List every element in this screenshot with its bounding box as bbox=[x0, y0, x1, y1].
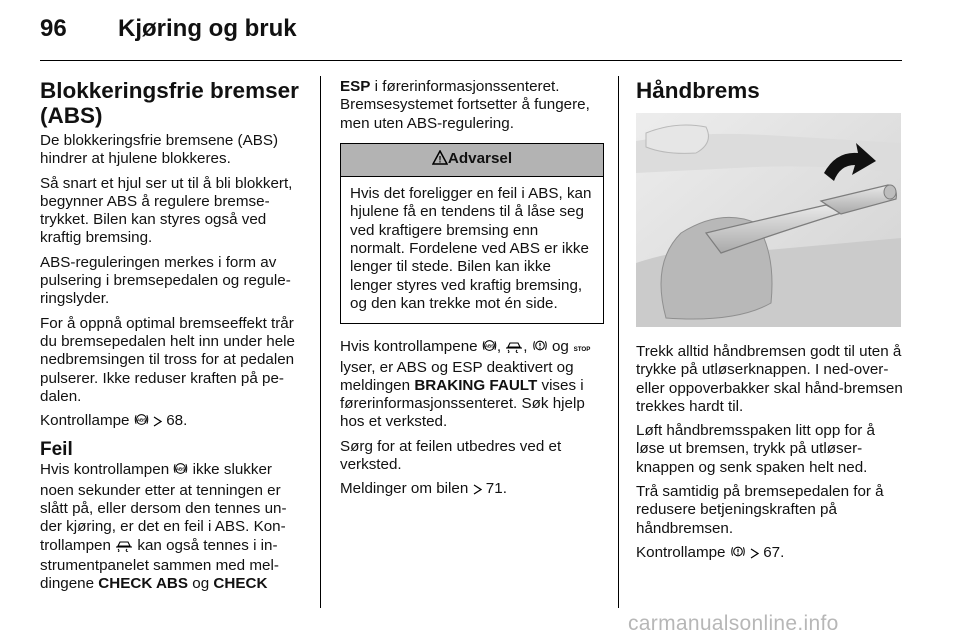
abs-warning-lamp-icon bbox=[173, 461, 188, 481]
svg-text:STOP: STOP bbox=[573, 346, 591, 354]
stop-icon bbox=[573, 340, 591, 358]
warning-header: ! Advarsel bbox=[341, 144, 603, 177]
column-divider-1 bbox=[320, 76, 321, 608]
header-rule bbox=[40, 60, 902, 61]
page-reference-arrow-icon bbox=[153, 414, 162, 432]
esp-skid-icon bbox=[505, 338, 523, 358]
page-number: 96 bbox=[40, 15, 67, 42]
column-divider-2 bbox=[618, 76, 619, 608]
feil-paragraph: Hvis kontrollampen ABS ikke slukker noen sekunder etter at tenningen er slått på, eller dersom den tennes un-der kjøring, er det en feil i ABS. Kon-trollampen kan også tennes i in-strumentpanelet sammen med mel-dingene CHECK ABS og CHECK bbox=[40, 461, 287, 593]
handbrake-lamp-reference: Kontrollampe 67. bbox=[636, 544, 904, 564]
svg-text:ABS: ABS bbox=[484, 343, 494, 349]
lamps-paragraph: Hvis kontrollampene ABS , , og STOP lyser, er ABS og ESP deaktivert og meldingen BRAKING FAULT vises i førerinformasjonssenteret. Søk hjelp hos et verksted. bbox=[340, 338, 591, 431]
column-handbrake bbox=[636, 78, 904, 570]
abs-warning-lamp-icon bbox=[482, 338, 497, 358]
brake-warning-icon bbox=[532, 338, 548, 358]
handbrake-illustration bbox=[636, 113, 901, 327]
svg-text:ABS: ABS bbox=[136, 417, 146, 423]
abs-lamp-reference: Kontrollampe ABS 68. bbox=[40, 412, 306, 432]
esp-skid-icon bbox=[115, 537, 133, 557]
section-title-feil: Feil bbox=[40, 439, 73, 461]
abs-intro: De blokkeringsfrie bremsene (ABS) hindrer at hjulene blokkeres. bbox=[40, 132, 279, 168]
handbrake-paragraph-2: Løft håndbremsspaken litt opp for å løse ut bremsen, trykk på utløser-knappen og senk spaken helt ned. bbox=[636, 422, 875, 476]
column-abs bbox=[40, 78, 306, 600]
repair-paragraph: Sørg for at feilen utbedres ved et verksted. bbox=[340, 437, 562, 474]
watermark: carmanualsonline.info bbox=[628, 612, 839, 635]
column-abs-continued bbox=[340, 78, 604, 507]
chapter-title: Kjøring og bruk bbox=[118, 15, 297, 42]
abs-paragraph-4: For å oppnå optimal bremseeffekt trår du bremsepedalen helt inn under hele nedbremsingen til tross for at pedalen pulserer. Ikke reduser kraften på pe-dalen. bbox=[40, 314, 295, 405]
handbrake-paragraph-3: Trå samtidig på bremsepedalen for å redusere betjeningskraften på håndbremsen. bbox=[636, 483, 884, 537]
warning-triangle-icon bbox=[432, 150, 448, 170]
abs-paragraph-3: ABS-reguleringen merkes i form av pulsering i bremsepedalen og regule-ringslyder. bbox=[40, 253, 291, 308]
page-reference-arrow-icon bbox=[750, 546, 759, 564]
handbrake-paragraph-1: Trekk alltid håndbremsen godt til uten å trykke på utløserknappen. I ned-over- eller oppoverbakker skal hånd-bremsen trekkes hardt til. bbox=[636, 343, 903, 415]
abs-warning-lamp-icon bbox=[134, 412, 149, 432]
abs-paragraph-2: Så snart et hjul ser ut til å bli blokkert, begynner ABS å regulere bremse-trykket. Bilen kan styres også ved kraftig bremsing. bbox=[40, 174, 293, 247]
section-title-abs: Blokkeringsfrie bremser (ABS) bbox=[40, 78, 299, 128]
svg-text:!: ! bbox=[438, 154, 442, 165]
page-reference-arrow-icon bbox=[473, 482, 482, 500]
messages-reference: Meldinger om bilen 71. bbox=[340, 480, 604, 500]
warning-text: Hvis det foreligger en feil i ABS, kan hjulene få en tendens til å låse seg ved kraftigere bremsing enn normalt. Fordelene ved ABS er ikke lenger til stede. Bilen kan ikke lenger styres ved kraftig bremsing, og den kan trekke mot én side. bbox=[350, 185, 592, 312]
brake-warning-icon bbox=[730, 544, 746, 564]
section-title-handbrake: Håndbrems bbox=[636, 78, 760, 103]
svg-text:ABS: ABS bbox=[176, 466, 186, 472]
esp-paragraph: ESP i førerinformasjonssenteret. Bremsesystemet fortsetter å fungere, men uten ABS-regulering. bbox=[340, 78, 590, 132]
warning-box bbox=[340, 143, 604, 324]
